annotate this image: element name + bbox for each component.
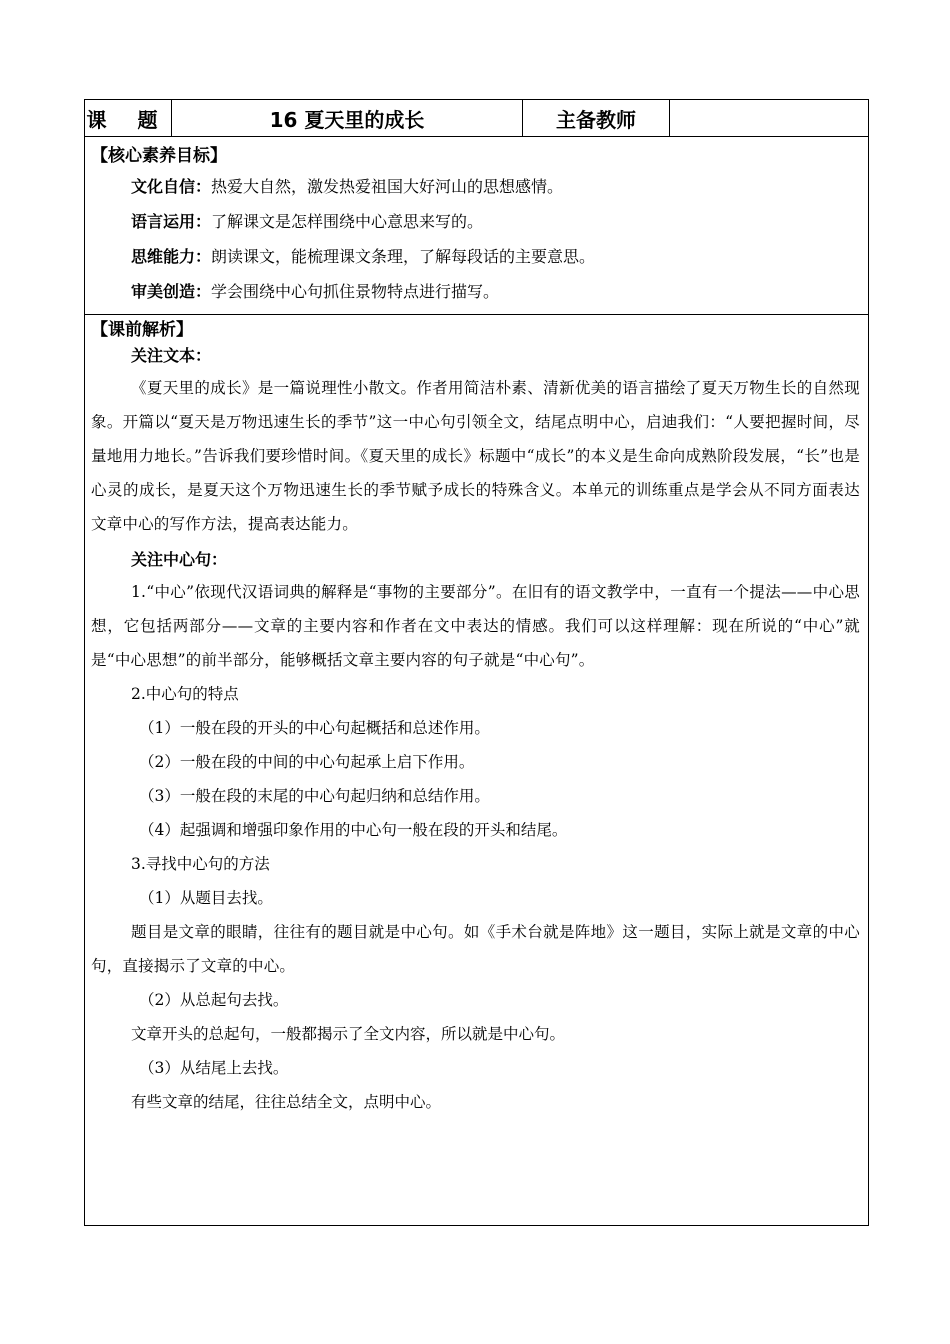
goal-key: 审美创造： [131, 282, 212, 301]
core-goals-section [84, 137, 869, 315]
analysis-section [84, 315, 869, 1226]
goal-key: 思维能力： [131, 247, 212, 266]
header-table [84, 99, 869, 137]
topic-label: 课 题 [85, 100, 172, 137]
feature-item: （4）起强调和增强印象作用的中心句一般在段的开头和结尾。 [139, 821, 568, 839]
feature-item: （1）一般在段的开头的中心句起概括和总述作用。 [139, 719, 490, 737]
feature-item: （3）一般在段的末尾的中心句起归纳和总结作用。 [139, 787, 490, 805]
goal-item [91, 169, 860, 204]
goal-item [91, 274, 860, 309]
goal-key: 文化自信： [131, 177, 212, 196]
core-goals-heading: 【核心素养目标】 [91, 146, 227, 166]
lesson-plan-sheet [84, 99, 869, 1226]
lesson-title: 16 夏天里的成长 [172, 100, 523, 137]
center-focus-title: 关注中心句： [131, 550, 228, 569]
analysis-heading: 【课前解析】 [91, 320, 193, 340]
goal-item [91, 239, 860, 274]
goal-text: 学会围绕中心句抓住景物特点进行描写。 [211, 282, 500, 301]
teacher-value [670, 100, 869, 137]
text-focus-body: 《夏天里的成长》是一篇说理性小散文。作者用简洁朴素、清新优美的语言描绘了夏天万物生长的自然现象。开篇以“夏天是万物迅速生长的季节”这一中心句引领全文，结尾点明中心，启迪我们：“人要把握时间，尽量地用力地长。”告诉我们要珍惜时间。《夏天里的成长》标题中“成长”的本义是生命向成熟阶段发展，“长”也是心灵的成长，是夏天这个万物迅速生长的季节赋予成长的特殊含义。本单元的训练重点是学会从不同方面表达文章中心的写作方法，提高表达能力。 [91, 379, 860, 533]
method-body: 题目是文章的眼睛，往往有的题目就是中心句。如《手术台就是阵地》这一题目，实际上就是文章的中心句，直接揭示了文章的中心。 [91, 923, 860, 975]
method-title: （2）从总起句去找。 [139, 991, 289, 1009]
text-focus-title: 关注文本： [131, 346, 212, 365]
center-definition: 1.“中心”依现代汉语词典的解释是“事物的主要部分”。在旧有的语文教学中，一直有一个提法——中心思想，它包括两部分——文章的主要内容和作者在文中表达的情感。我们可以这样理解：现在所说的“中心”就是“中心思想”的前半部分，能够概括文章主要内容的句子就是“中心句”。 [91, 583, 860, 669]
methods-title: 3.寻找中心句的方法 [131, 855, 270, 873]
goal-text: 朗读课文，能梳理课文条理，了解每段话的主要意思。 [211, 247, 596, 266]
method-body: 有些文章的结尾，往往总结全文，点明中心。 [131, 1093, 442, 1111]
method-title: （1）从题目去找。 [139, 889, 273, 907]
features-title: 2.中心句的特点 [131, 685, 239, 703]
method-body: 文章开头的总起句，一般都揭示了全文内容，所以就是中心句。 [131, 1025, 566, 1043]
goal-item [91, 204, 860, 239]
goal-text: 热爱大自然，激发热爱祖国大好河山的思想感情。 [211, 177, 564, 196]
method-title: （3）从结尾上去找。 [139, 1059, 289, 1077]
goal-text: 了解课文是怎样围绕中心意思来写的。 [211, 212, 484, 231]
goal-key: 语言运用： [131, 212, 212, 231]
feature-item: （2）一般在段的中间的中心句起承上启下作用。 [139, 753, 475, 771]
teacher-label: 主备教师 [523, 100, 670, 137]
